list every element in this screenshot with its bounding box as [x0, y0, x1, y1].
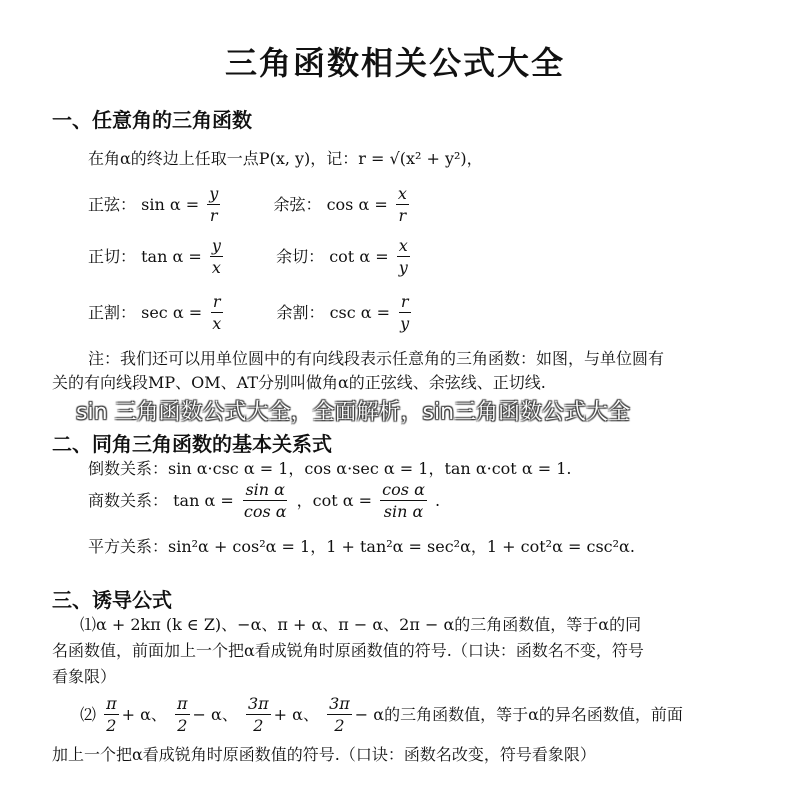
angle-term-2	[175, 694, 190, 737]
angle-term-1-suffix: + α、	[121, 705, 167, 724]
angle-term-3	[246, 694, 271, 737]
section-1-note-line-2: 关的有向线段MP、OM、AT分别叫做角α的正弦线、余弦线、正切线.	[52, 373, 546, 392]
quotient-cot-fraction	[380, 480, 427, 523]
angle-term-3-den: 2	[253, 716, 264, 735]
formula-row-secant-cosecant	[88, 292, 414, 335]
quotient-relations	[88, 480, 440, 523]
cosecant-num: r	[400, 292, 409, 311]
angle-term-3-suffix: + α、	[273, 705, 319, 724]
sine-den: r	[209, 206, 218, 225]
angle-term-1-num: π	[106, 694, 117, 713]
quotient-tan-den: cos α	[243, 502, 287, 521]
quotient-label: 商数关系：	[88, 491, 169, 510]
cosine-fraction	[396, 184, 409, 227]
cosecant-fn: csc α =	[329, 303, 391, 322]
cosine-label: 余弦：	[273, 195, 322, 214]
induction-part-1-line-2: 名函数值，前面加上一个把α看成锐角时原函数值的符号.（口诀：函数名不变，符号	[52, 641, 644, 660]
sine-num: y	[209, 184, 219, 203]
formula-row-sine-cosine	[88, 184, 412, 227]
quotient-cot: ，cot α =	[296, 491, 373, 510]
quotient-cot-num: cos α	[382, 480, 425, 499]
cosine-den: r	[398, 206, 407, 225]
page-title: 三角函数相关公式大全	[224, 44, 565, 82]
cotangent-label: 余切：	[276, 247, 325, 266]
section-3-heading: 三、诱导公式	[52, 588, 172, 612]
angle-term-1-den: 2	[106, 716, 117, 735]
quotient-tan-fraction	[242, 480, 289, 523]
angle-term-2-num: π	[177, 694, 188, 713]
induction-part-2-line-1	[80, 694, 683, 737]
angle-term-3-num: 3π	[247, 694, 269, 713]
induction-part-2-line-2: 加上一个把α看成锐角时原函数值的符号.（口诀：函数名改变，符号看象限）	[52, 745, 596, 764]
tangent-label: 正切：	[88, 247, 137, 266]
secant-num: r	[212, 292, 221, 311]
cosine-num: x	[397, 184, 407, 203]
quotient-tan: tan α =	[173, 491, 234, 510]
sine-fraction	[207, 184, 220, 227]
cotangent-den: y	[398, 258, 408, 277]
angle-term-2-suffix: − α、	[192, 705, 238, 724]
section-1-note-line-1: 注：我们还可以用单位圆中的有向线段表示任意角的三角函数：如图，与单位圆有	[88, 349, 665, 368]
angle-term-4	[327, 694, 352, 737]
angle-term-2-den: 2	[177, 716, 188, 735]
reciprocal-relations: 倒数关系：sin α·csc α = 1，cos α·sec α = 1，tan α·cot α = 1.	[88, 459, 572, 478]
formula-row-tangent-cotangent	[88, 236, 413, 279]
cosecant-den: y	[400, 314, 410, 333]
cosecant-label: 余割：	[276, 303, 325, 322]
secant-label: 正割：	[88, 303, 137, 322]
cotangent-fraction	[397, 236, 410, 279]
secant-den: x	[212, 314, 222, 333]
induction-part-1-line-3: 看象限）	[52, 667, 117, 686]
secant-fraction	[210, 292, 223, 335]
angle-term-1	[104, 694, 119, 737]
cosecant-fraction	[398, 292, 411, 335]
cotangent-fn: cot α =	[329, 247, 389, 266]
angle-term-4-num: 3π	[329, 694, 350, 713]
induction-part-1-line-1: ⑴α + 2kπ (k ∈ Z)、−α、π + α、π − α、2π − α的三角函数值，等于α的同	[80, 615, 642, 634]
square-relations: 平方关系：sin²α + cos²α = 1，1 + tan²α = sec²α，1 + cot²α = csc²α.	[88, 537, 635, 556]
section-2-heading: 二、同角三角函数的基本关系式	[52, 432, 332, 456]
angle-term-4-den: 2	[334, 716, 345, 735]
tangent-den: x	[211, 258, 221, 277]
tangent-num: y	[211, 236, 221, 255]
quotient-cot-den: sin α	[383, 502, 424, 521]
tangent-fn: tan α =	[141, 247, 202, 266]
secant-fn: sec α =	[141, 303, 203, 322]
cotangent-num: x	[398, 236, 408, 255]
quotient-tan-num: sin α	[245, 480, 285, 499]
sine-label: 正弦：	[88, 195, 137, 214]
quotient-end: .	[434, 491, 441, 510]
angle-term-4-suffix: − α的三角函数值，等于α的异名函数值，前面	[354, 705, 683, 724]
section-1-heading: 一、任意角的三角函数	[52, 108, 252, 132]
part-2-marker: ⑵	[80, 705, 97, 724]
tangent-fraction	[210, 236, 223, 279]
overlay-caption: sin 三角函数公式大全，全面解析，sin三角函数公式大全	[76, 400, 631, 425]
sine-fn: sin α =	[141, 195, 200, 214]
section-1-intro: 在角α的终边上任取一点P(x, y)，记：r = √(x² + y²)，	[88, 149, 483, 168]
cosine-fn: cos α =	[326, 195, 388, 214]
